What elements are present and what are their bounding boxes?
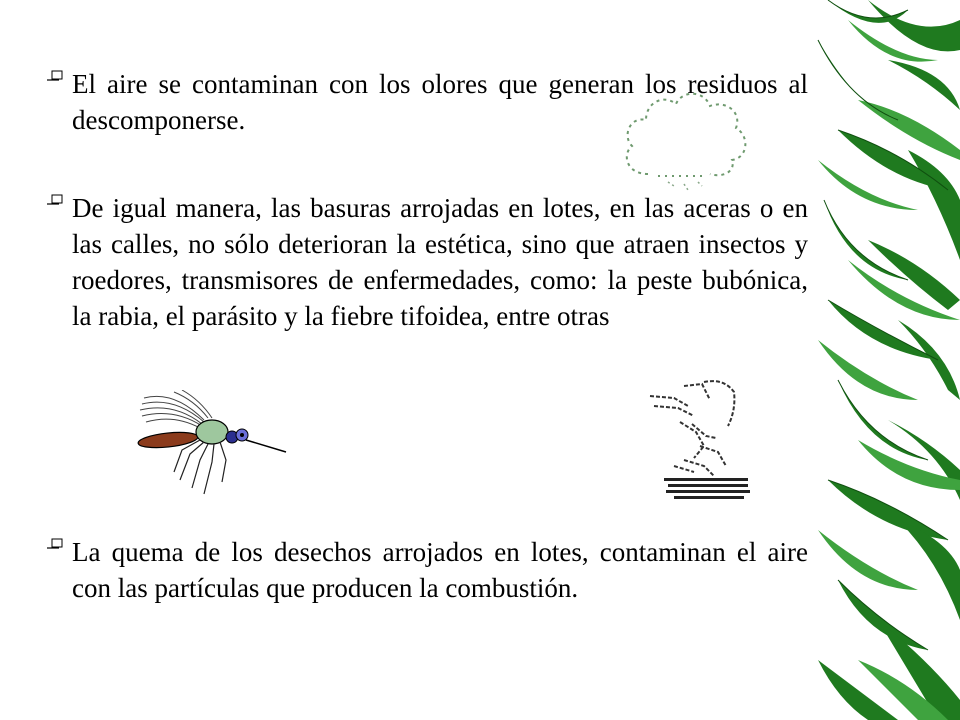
bullet-text-3: La quema de los desechos arrojados en lotes, contaminan el aire con las partículas que producen la combustión. — [72, 537, 808, 603]
skeleton-figure-icon — [644, 376, 750, 500]
bullet-item-3 — [46, 534, 808, 606]
box-bullet-icon — [46, 194, 72, 213]
mosquito-icon — [134, 390, 294, 498]
bullet-text-2: De igual manera, las basuras arrojadas en lotes, en las aceras o en las calles, no sólo deterioran la estética, sino que atraen insectos y roedores, transmisores de enfermedades, como: la peste bubónica, la rabia, el parásito y la fiebre tifoidea, entre otras — [72, 193, 808, 331]
cloud-icon — [618, 86, 752, 196]
box-bullet-icon — [46, 538, 72, 557]
box-bullet-icon — [46, 70, 72, 89]
bullet-text-1: El aire se contaminan con los olores que generan los residuos al descomponerse. — [72, 69, 808, 135]
bamboo-leaves-decoration — [808, 0, 960, 720]
bullet-item-2 — [46, 190, 808, 334]
